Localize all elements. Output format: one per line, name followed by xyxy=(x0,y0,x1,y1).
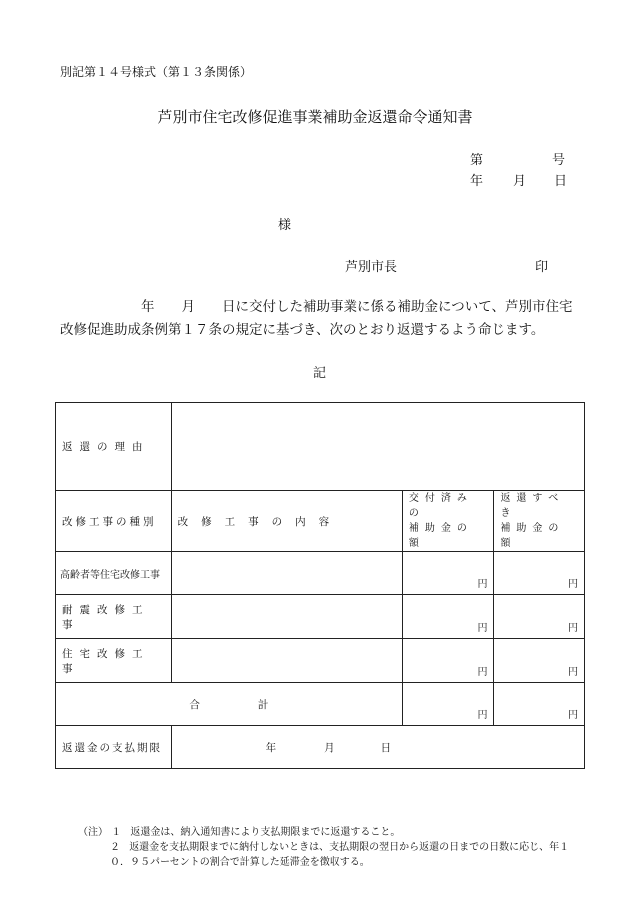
note-number-2: ２ xyxy=(110,842,120,853)
row-content-seismic[interactable] xyxy=(171,595,402,639)
deadline-row xyxy=(56,726,585,769)
row-refund-seismic[interactable]: 円 xyxy=(494,595,585,639)
row-paid-seismic[interactable]: 円 xyxy=(402,595,494,639)
reason-row xyxy=(56,403,585,491)
deadline-field[interactable] xyxy=(171,726,584,769)
col-refund-line2: 補助金の額 xyxy=(500,523,565,549)
row-label-seismic: 耐震改修工事 xyxy=(56,595,172,639)
note-text-2: 返還金を支払期限までに納付しないときは、支払期限の翌日から返還の日までの日数に応じ、年１０．９５パーセントの割合で計算した延滞金を徴収する。 xyxy=(110,842,570,868)
reason-field[interactable] xyxy=(171,403,584,491)
form-number: 別記第１４号様式（第１３条関係） xyxy=(60,65,253,79)
row-content-housing[interactable] xyxy=(171,639,402,683)
total-label-1: 合 xyxy=(189,698,200,711)
table-row xyxy=(56,552,585,595)
col-content-header: 改修工事の内容 xyxy=(171,491,402,552)
reason-label: 返還の理由 xyxy=(56,403,172,491)
body-paragraph: 年 月 日に交付した補助事業に係る補助金について、芦別市住宅改修促進助成条例第１７条の規定に基づき、次のとおり返還するよう命じます。 xyxy=(60,299,573,338)
total-label xyxy=(56,683,403,726)
table-row xyxy=(56,595,585,639)
row-paid-elderly[interactable]: 円 xyxy=(402,552,494,595)
total-label-2: 計 xyxy=(257,698,269,711)
total-refund[interactable]: 円 xyxy=(494,683,585,726)
seal-mark: 印 xyxy=(535,260,549,275)
col-paid-header xyxy=(402,491,494,552)
doc-date-day: 日 xyxy=(554,174,568,189)
deadline-label: 返還金の支払期限 xyxy=(56,726,172,769)
total-row xyxy=(56,683,585,726)
row-label-elderly: 高齢者等住宅改修工事 xyxy=(56,552,172,595)
note-item xyxy=(78,825,588,840)
col-type-header: 改修工事の種別 xyxy=(56,491,172,552)
deadline-month: 月 xyxy=(324,741,335,754)
addressee-honorific: 様 xyxy=(278,218,292,233)
doc-no-prefix: 第 xyxy=(470,153,484,168)
col-refund-header xyxy=(494,491,585,552)
col-paid-line1: 交付済みの xyxy=(408,493,473,519)
ki-heading: 記 xyxy=(313,366,327,381)
deadline-year: 年 xyxy=(265,741,277,754)
table-row xyxy=(56,639,585,683)
total-paid[interactable]: 円 xyxy=(402,683,494,726)
issuer-name: 芦別市長 xyxy=(345,260,398,275)
note-text-1: 返還金は、納入通知書により支払期限までに返還すること。 xyxy=(130,827,401,838)
note-item xyxy=(78,840,588,870)
notes-prefix: （注） xyxy=(78,827,108,838)
doc-date-year: 年 xyxy=(470,174,484,189)
deadline-day: 日 xyxy=(380,741,392,754)
note-number-1: １ xyxy=(111,827,122,838)
col-refund-line1: 返還すべき xyxy=(500,493,565,519)
row-paid-housing[interactable]: 円 xyxy=(402,639,494,683)
document-title: 芦別市住宅改修促進事業補助金返還命令通知書 xyxy=(157,108,473,126)
refund-table xyxy=(55,402,585,769)
header-row xyxy=(56,491,585,552)
row-label-housing: 住宅改修工事 xyxy=(56,639,172,683)
row-refund-housing[interactable]: 円 xyxy=(494,639,585,683)
col-paid-line2: 補助金の額 xyxy=(408,523,473,549)
doc-date-month: 月 xyxy=(513,174,527,189)
row-refund-elderly[interactable]: 円 xyxy=(494,552,585,595)
notes-section xyxy=(78,825,588,870)
row-content-elderly[interactable] xyxy=(171,552,402,595)
doc-no-suffix: 号 xyxy=(552,153,566,168)
